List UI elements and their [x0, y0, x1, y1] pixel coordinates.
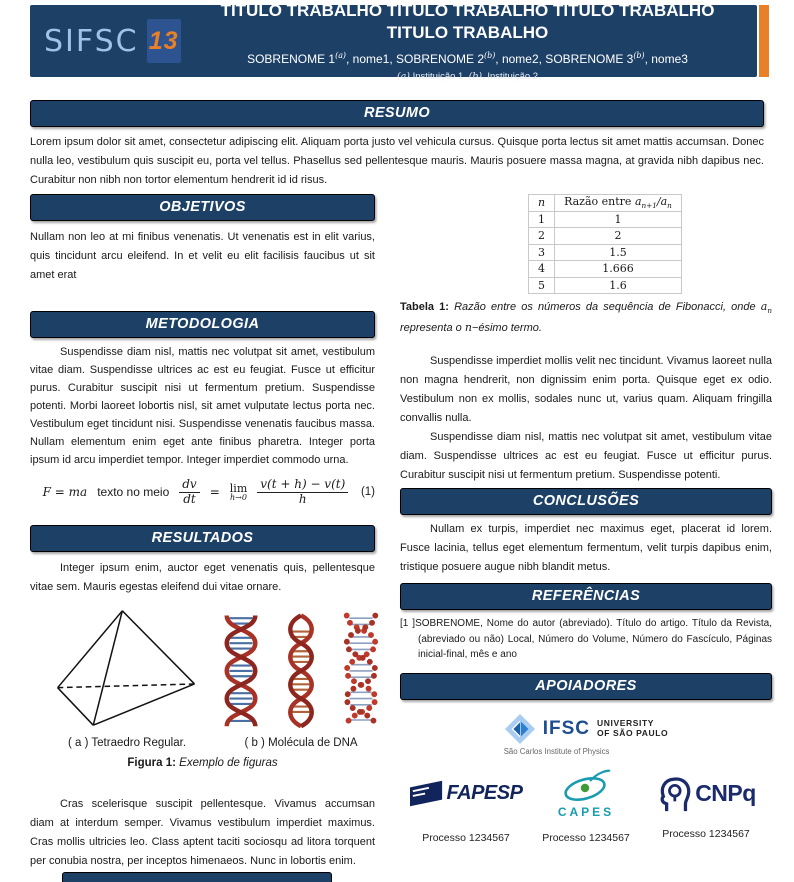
clipped-bottom-section-bar — [62, 872, 332, 882]
table-col-ratio: Razão entre $a_{n+1}/a_n$ — [555, 195, 682, 212]
dna-helix-beads-icon — [336, 611, 386, 729]
fapesp-wordmark: FAPESP — [446, 782, 523, 805]
cnpq-processo: Processo 1234567 — [662, 827, 750, 840]
resumo-text: Lorem ipsum dolor sit amet, consectetur adipiscing elit. Aliquam porta justo vel vehicula cursus. Quisque porta lectus sit amet mattis accumsan. Donec nulla leo, vestibulum quis suscipit eu, porta vel tellus. Phasellus sed pellentesque mauris. Mauris posuere massa magna, at gravida nibh dapibus nec. Curabitur non nibh non tortor elementum hendrerit id id risus. — [30, 136, 764, 186]
left-column — [30, 194, 386, 871]
capes-processo: Processo 1234567 — [542, 831, 630, 844]
poster-title-line2: TITULO TRABALHO — [386, 23, 549, 42]
derivative-fraction: $\frac{dv}{dt}$ — [179, 478, 199, 507]
reference-item: [1 ]SOBRENOME, Nome do autor (abreviado). Título do artigo. Título da Revista, (abreviado ou não) Local, Número do Volume, Número do Fascículo, Páginas inicial-final, mês e ano — [400, 618, 772, 661]
resultados-header-bar: RESULTADOS — [30, 525, 375, 552]
limit-operator: lim h→0 — [229, 481, 248, 502]
fapesp-processo: Processo 1234567 — [422, 831, 510, 844]
figure-tetrahedron — [52, 607, 202, 749]
ifsc-usp-logo — [400, 713, 772, 756]
dna-helix-icon — [276, 611, 326, 729]
poster-header — [30, 0, 757, 83]
poster-title — [218, 0, 717, 44]
subcaption-b: ( b ) Molécula de DNA — [244, 737, 358, 749]
ifsc-diamond-icon — [504, 713, 536, 745]
table-header-row — [529, 195, 682, 212]
dna-images — [216, 611, 386, 729]
right-column — [386, 194, 772, 871]
resultados-text: Integer ipsum enim, auctor eget venenatis quis, pellentesque vitae sem. Mauris egestas eleifend dui vitae ornare. — [30, 562, 375, 593]
subcaption-a: ( a ) Tetraedro Regular. — [67, 737, 187, 749]
conclusoes-text: Nullam ex turpis, imperdiet nec maximus eget, placerat id lorem. Fusce lacinia, tellus eget elementum fermentum, velit turpis dapibus enim, tristique posuere augue nibh blandit metus. — [400, 523, 772, 574]
fapesp-flag-icon — [410, 780, 444, 808]
tetrahedron-drawing — [52, 607, 202, 729]
left-bottom-text: Cras scelerisque suscipit pellentesque. Vivamus accumsan diam at interdum semper. Vivamus vestibulum imperdiet maximus. Cras mollis ultricies leo. Class aptent taciti sociosqu ad litora torquent per conubia nostra, per inceptos himenaeos. Nunc in lobortis enim. — [30, 798, 375, 867]
columns — [30, 194, 772, 871]
equation-lhs: F = ma — [42, 485, 88, 499]
equation — [30, 475, 375, 509]
referencias-header-bar: REFERÊNCIAS — [400, 583, 772, 610]
right-paragraph-1: Suspendisse imperdiet mollis velit nec tincidunt. Vivamus laoreet nulla non magna hendrerit, non dignissim enim porta. Quisque eget ex odio. Vestibulum non ex mollis, sodales nunc ut, varius quam. Aliquam fringilla convallis nulla. — [400, 355, 772, 425]
table-row: 5 1.6 — [529, 277, 682, 294]
capes-wordmark: CAPES — [557, 805, 615, 820]
fapesp-logo — [406, 768, 526, 844]
funding-logos-row — [400, 768, 772, 844]
figure-1 — [30, 607, 375, 749]
ifsc-acronym: IFSC — [542, 717, 590, 739]
objetivos-text: Nullam non leo at mi finibus venenatis. Ut venenatis est in elit varius, quis tincidunt arcu eleifend. In et velit eu elit facilisis faucibus ut sit amet erat — [30, 231, 375, 281]
ifsc-subtitle: São Carlos Institute of Physics — [503, 746, 610, 756]
poster-title-line1: TITULO TRABALHO TITULO TRABALHO TITULO TRABALHO — [220, 0, 715, 20]
table-row: 4 1.666 — [529, 261, 682, 278]
metodologia-header-bar: METODOLOGIA — [30, 311, 375, 338]
objetivos-header-bar: OBJETIVOS — [30, 194, 375, 221]
resumo-header-bar: RESUMO — [30, 100, 764, 127]
equation-number: (1) — [360, 486, 375, 498]
capes-logo — [526, 768, 646, 844]
sifsc-logo-text: SIFSC — [44, 23, 139, 59]
fibonacci-table — [528, 194, 682, 294]
right-paragraph-2: Suspendisse diam nisl, mattis nec volutpat sit amet, vestibulum vitae diam. Suspendisse ultrices ac est eu feugiat. Fusce ut efficitur purus. Curabitur suscipit nisi ut fermentum pretium. Suspendisse potenti. — [400, 431, 772, 482]
figure-caption: Figura 1: Exemplo de figuras — [127, 757, 278, 769]
metodologia-text: Suspendisse diam nisl, mattis nec volutpat sit amet, vestibulum vitae diam. Suspendisse ultrices ac est eu feugiat. Fusce ut efficitur purus. Curabitur suscipit nisi ut fermentum pretium. Suspendisse potenti. Morbi laoreet lobortis nisl, sit amet vulputate lectus porta nec. Vestibulum eget tincidunt nisi. Suspendisse venenatis faucibus massa. Nullam elementum enim eget ante finibus pharetra. Integer porta ipsum id arcu imperdiet tempor. Integer imperdiet commodo urna. — [30, 346, 375, 466]
equation-middle-text: texto no meio — [97, 485, 170, 499]
table-caption: Tabela 1: Razão entre os números da sequência de Fibonacci, onde $a_n$ representa o n−ésimo termo. — [400, 300, 772, 334]
conclusoes-header-bar: CONCLUSÕES — [400, 488, 772, 515]
table-row: 3 1.5 — [529, 244, 682, 261]
dna-helix-icon — [216, 611, 266, 729]
section-resumo — [30, 100, 764, 190]
cnpq-logo — [646, 768, 766, 844]
sifsc-logo — [30, 19, 218, 63]
cnpq-head-icon — [656, 775, 692, 813]
table-row: 2 2 — [529, 228, 682, 245]
reference-marker: [1 ] — [400, 618, 416, 630]
header-center — [218, 0, 757, 82]
equation-equals: = — [209, 485, 220, 499]
capes-orbit-icon — [560, 768, 612, 804]
usp-line1: UNIVERSITY — [597, 717, 655, 728]
institutions-line: (a) Instituição 1, (b). Instituição 2 — [396, 71, 539, 83]
equation-body — [30, 478, 361, 507]
table-row: 1 1 — [529, 211, 682, 228]
apoiadores-header-bar: APOIADORES — [400, 673, 772, 700]
table-col-n: n — [529, 195, 555, 212]
authors-line: SOBRENOME 1$^{(a)}$, nome1, SOBRENOME 2$^{(b)}$, nome2, SOBRENOME 3$^{(b)}$, nome3 — [247, 51, 688, 67]
orange-accent-stripe — [759, 5, 769, 77]
sifsc-edition-badge: 13 — [147, 19, 181, 63]
figure-dna — [216, 611, 386, 749]
usp-line2: OF SÃO PAULO — [597, 727, 669, 738]
cnpq-wordmark: CNPq — [695, 780, 756, 807]
difference-quotient-fraction: $\frac{v(t + h) - v(t)}{h}$ — [257, 478, 348, 507]
